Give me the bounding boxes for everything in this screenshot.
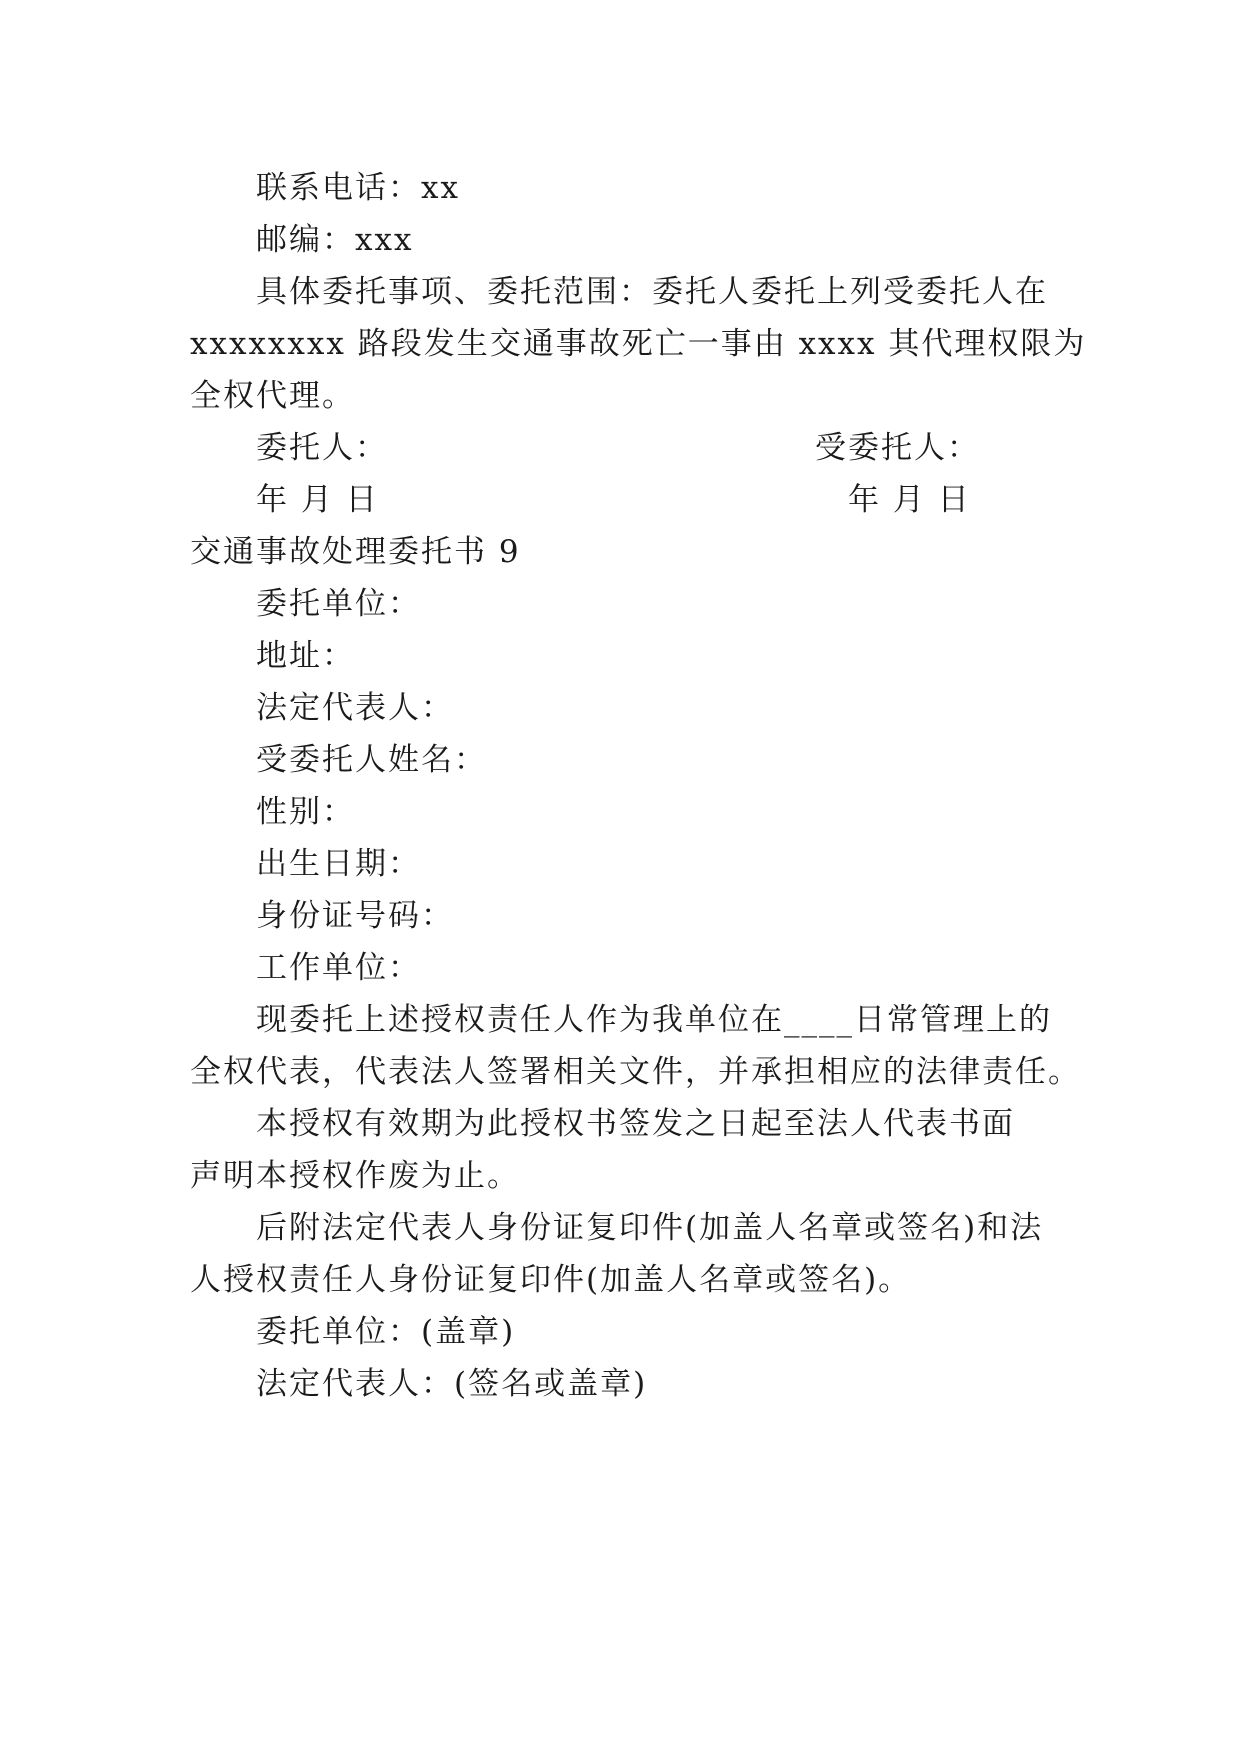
contact-phone-line: 联系电话：xx (256, 170, 460, 206)
scope-paragraph-line-1: 具体委托事项、委托范围：委托人委托上列受委托人在 (256, 274, 1048, 310)
field-entrusting-unit: 委托单位： (256, 586, 421, 622)
scope-paragraph-line-3: 全权代理。 (190, 378, 355, 414)
field-legal-representative: 法定代表人： (256, 690, 454, 726)
validity-paragraph-line-2: 声明本授权作废为止。 (190, 1158, 520, 1194)
field-address: 地址： (256, 638, 355, 674)
section-title: 交通事故处理委托书 9 (190, 534, 521, 570)
authorization-paragraph-line-1: 现委托上述授权责任人作为我单位在____日常管理上的 (256, 1002, 1052, 1038)
agent-date: 年 月 日 (848, 482, 971, 518)
entrusting-unit-seal-line: 委托单位：(盖章) (256, 1314, 516, 1350)
field-id-number: 身份证号码： (256, 898, 454, 934)
authorization-paragraph-line-2: 全权代表，代表法人签署相关文件，并承担相应的法律责任。 (190, 1054, 1081, 1090)
principal-signature-label: 委托人： (256, 430, 388, 466)
field-gender: 性别： (256, 794, 355, 830)
field-birth-date: 出生日期： (256, 846, 421, 882)
attachment-paragraph-line-1: 后附法定代表人身份证复印件(加盖人名章或签名)和法 (256, 1210, 1044, 1246)
principal-date: 年 月 日 (256, 482, 379, 518)
postcode-line: 邮编：xxx (256, 222, 414, 258)
validity-paragraph-line-1: 本授权有效期为此授权书签发之日起至法人代表书面 (256, 1106, 1015, 1142)
scope-paragraph-line-2: xxxxxxxx 路段发生交通事故死亡一事由 xxxx 其代理权限为 (190, 326, 1087, 362)
field-employer: 工作单位： (256, 950, 421, 986)
agent-signature-label: 受委托人： (815, 430, 980, 466)
field-agent-name: 受委托人姓名： (256, 742, 487, 778)
attachment-paragraph-line-2: 人授权责任人身份证复印件(加盖人名章或签名)。 (190, 1262, 912, 1298)
legal-representative-signature-line: 法定代表人：(签名或盖章) (256, 1366, 648, 1402)
